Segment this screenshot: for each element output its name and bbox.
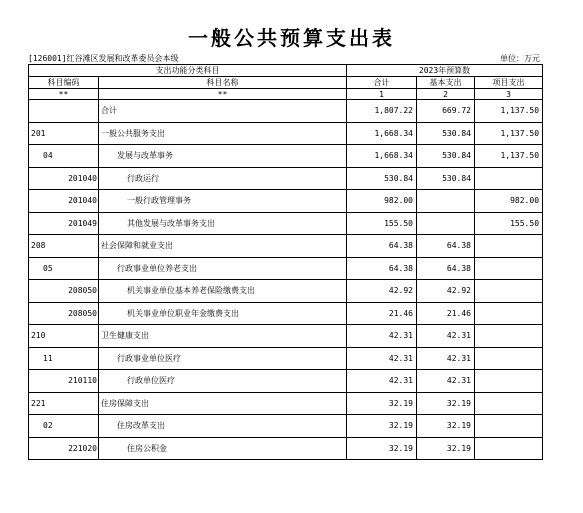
row-total: 1,668.34 [347, 145, 417, 168]
total-header: 合计 [347, 77, 417, 89]
row-total: 982.00 [347, 190, 417, 213]
row-name: 住房保障支出 [99, 392, 347, 415]
row-name: 机关事业单位职业年金缴费支出 [99, 302, 347, 325]
row-project: 1,137.50 [475, 100, 543, 123]
row-project [475, 235, 543, 258]
table-row [29, 235, 543, 258]
table-title: 一般公共预算支出表 [188, 26, 395, 50]
table-row [29, 167, 543, 190]
row-basic: 42.31 [417, 370, 475, 393]
row-basic: 530.84 [417, 167, 475, 190]
row-name: 社会保障和就业支出 [99, 235, 347, 258]
row-code: 05 [29, 257, 99, 280]
row-code: 221 [29, 392, 99, 415]
table-row [29, 437, 543, 460]
name-header: 科目名称 [99, 77, 347, 89]
row-total: 530.84 [347, 167, 417, 190]
row-basic: 64.38 [417, 257, 475, 280]
row-project [475, 415, 543, 438]
row-total: 32.19 [347, 392, 417, 415]
name-mark: ** [99, 89, 347, 100]
row-project [475, 280, 543, 303]
table-row [29, 415, 543, 438]
table-row [29, 145, 543, 168]
row-basic: 42.92 [417, 280, 475, 303]
row-basic: 42.31 [417, 325, 475, 348]
row-basic: 32.19 [417, 415, 475, 438]
table-row [29, 347, 543, 370]
row-project: 1,137.50 [475, 122, 543, 145]
row-basic: 530.84 [417, 145, 475, 168]
row-code: 201049 [29, 212, 99, 235]
row-name: 行政运行 [99, 167, 347, 190]
row-code [29, 100, 99, 123]
row-basic: 669.72 [417, 100, 475, 123]
row-total: 42.31 [347, 325, 417, 348]
row-code: 201040 [29, 167, 99, 190]
row-project: 155.50 [475, 212, 543, 235]
row-name: 其他发展与改革事务支出 [99, 212, 347, 235]
row-code: 201040 [29, 190, 99, 213]
row-code: 208050 [29, 280, 99, 303]
row-name: 住房公积金 [99, 437, 347, 460]
table-row [29, 280, 543, 303]
table-body [29, 100, 543, 460]
row-name: 一般公共服务支出 [99, 122, 347, 145]
row-basic [417, 212, 475, 235]
row-project [475, 302, 543, 325]
row-project [475, 257, 543, 280]
row-project: 1,137.50 [475, 145, 543, 168]
row-basic [417, 190, 475, 213]
row-name: 行政事业单位医疗 [99, 347, 347, 370]
row-total: 32.19 [347, 437, 417, 460]
index-2: 2 [417, 89, 475, 100]
row-code: 221020 [29, 437, 99, 460]
code-header: 科目编码 [29, 77, 99, 89]
index-3: 3 [475, 89, 543, 100]
row-name: 合计 [99, 100, 347, 123]
row-basic: 21.46 [417, 302, 475, 325]
table-row [29, 392, 543, 415]
index-1: 1 [347, 89, 417, 100]
code-mark: ** [29, 89, 99, 100]
row-total: 42.31 [347, 370, 417, 393]
table-row [29, 325, 543, 348]
row-total: 42.31 [347, 347, 417, 370]
table-row [29, 212, 543, 235]
row-project [475, 347, 543, 370]
row-code: 201 [29, 122, 99, 145]
table-row [29, 302, 543, 325]
row-basic: 32.19 [417, 392, 475, 415]
row-total: 42.92 [347, 280, 417, 303]
row-project: 982.00 [475, 190, 543, 213]
row-code: 02 [29, 415, 99, 438]
table-row [29, 122, 543, 145]
row-name: 行政事业单位养老支出 [99, 257, 347, 280]
row-code: 210 [29, 325, 99, 348]
row-project [475, 392, 543, 415]
row-code: 208 [29, 235, 99, 258]
row-total: 1,668.34 [347, 122, 417, 145]
organization-label: [126001]红谷滩区发展和改革委员会本级 [28, 54, 179, 63]
budget-table [28, 64, 543, 460]
func-class-header: 支出功能分类科目 [29, 65, 347, 77]
row-code: 11 [29, 347, 99, 370]
row-name: 住房改革支出 [99, 415, 347, 438]
row-total: 21.46 [347, 302, 417, 325]
row-total: 64.38 [347, 257, 417, 280]
row-name: 发展与改革事务 [99, 145, 347, 168]
row-basic: 32.19 [417, 437, 475, 460]
row-name: 行政单位医疗 [99, 370, 347, 393]
table-row [29, 190, 543, 213]
row-name: 卫生健康支出 [99, 325, 347, 348]
unit-label: 单位：万元 [500, 54, 540, 63]
row-code: 208050 [29, 302, 99, 325]
row-name: 一般行政管理事务 [99, 190, 347, 213]
row-total: 32.19 [347, 415, 417, 438]
row-project [475, 437, 543, 460]
table-row [29, 100, 543, 123]
row-project [475, 167, 543, 190]
row-project [475, 325, 543, 348]
row-total: 1,807.22 [347, 100, 417, 123]
row-basic: 64.38 [417, 235, 475, 258]
table-row [29, 370, 543, 393]
row-total: 64.38 [347, 235, 417, 258]
row-basic: 530.84 [417, 122, 475, 145]
row-code: 210110 [29, 370, 99, 393]
row-basic: 42.31 [417, 347, 475, 370]
basic-header: 基本支出 [417, 77, 475, 89]
project-header: 项目支出 [475, 77, 543, 89]
row-total: 155.50 [347, 212, 417, 235]
table-row [29, 257, 543, 280]
year-budget-header: 2023年预算数 [347, 65, 543, 77]
row-code: 04 [29, 145, 99, 168]
row-project [475, 370, 543, 393]
row-name: 机关事业单位基本养老保险缴费支出 [99, 280, 347, 303]
